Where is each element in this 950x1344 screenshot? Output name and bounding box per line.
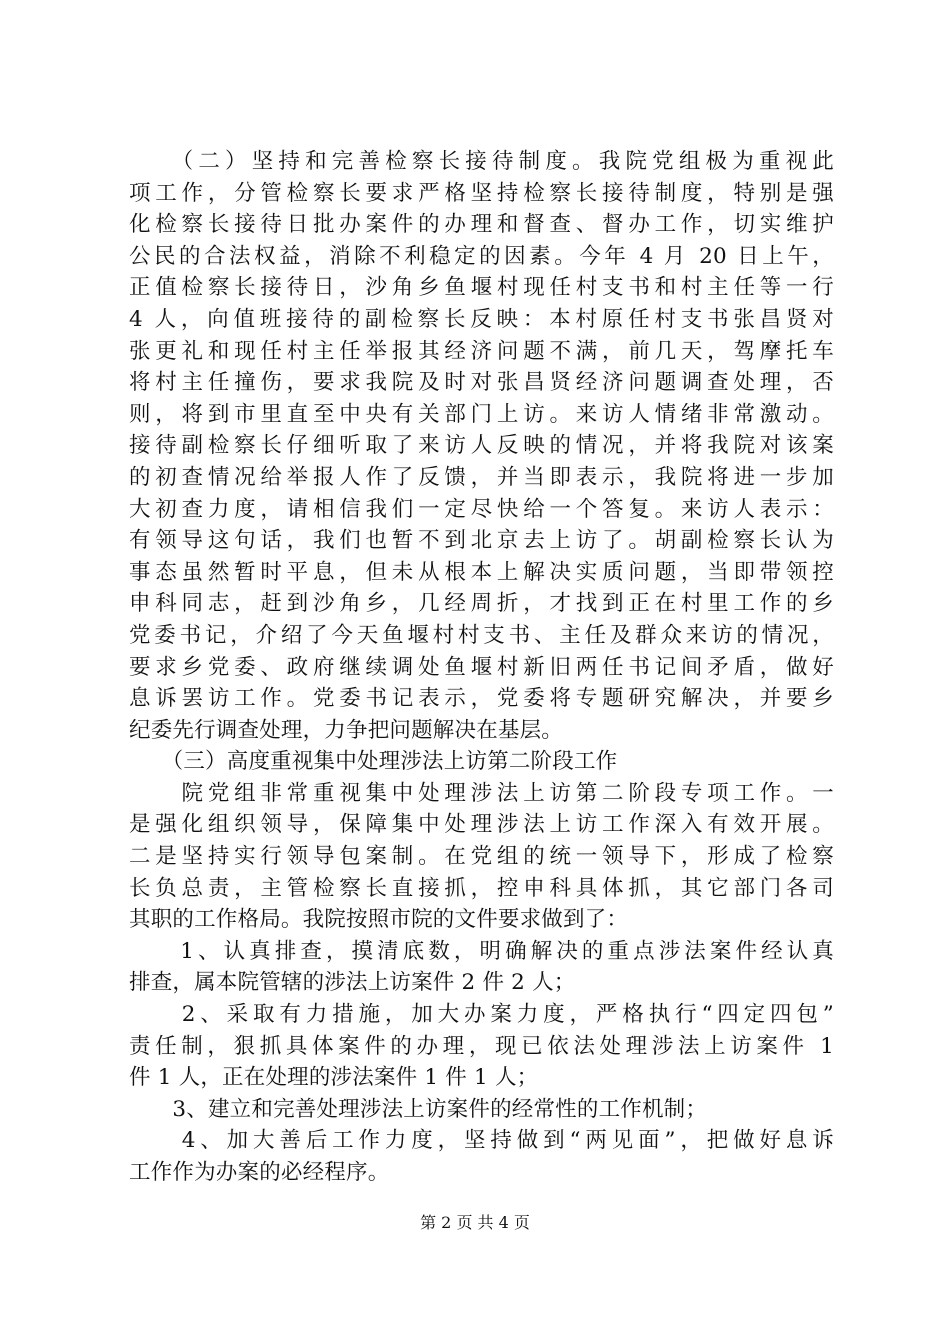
text-line: 要求乡党委、政府继续调处鱼堰村新旧两任书记间矛盾，做好 [129,654,834,680]
text-line: 申科同志，赶到沙角乡，几经周折，才找到正在村里工作的乡 [129,591,834,617]
text-line: 3、建立和完善处理涉法上访案件的经常性的工作机制； [129,1096,708,1122]
text-line: 是强化组织领导，保障集中处理涉法上访工作深入有效开展。 [129,812,834,838]
text-line: 其职的工作格局。我院按照市院的文件要求做到了： [129,907,629,933]
text-line: 4 人，向值班接待的副检察长反映：本村原任村支书张昌贤对 [129,306,834,332]
text-line: 排查，属本院管辖的涉法上访案件 2 件 2 人； [129,970,576,996]
text-line: 二是坚持实行领导包案制。在党组的统一领导下，形成了检察 [129,844,834,870]
text-line: 化检察长接待日批办案件的办理和督查、督办工作，切实维护 [129,212,834,238]
text-line: 正值检察长接待日，沙角乡鱼堰村现任村支书和村主任等一行 [129,275,834,301]
text-line: 纪委先行调查处理，力争把问题解决在基层。 [129,717,564,743]
text-line: 1、认真排查，摸清底数，明确解决的重点涉法案件经认真 [129,938,834,964]
page-footer: 第 2 页 共 4 页 [420,1213,530,1232]
text-line: 事态虽然暂时平息，但未从根本上解决实质问题，当即带领控 [129,559,834,585]
text-line: 将村主任撞伤，要求我院及时对张昌贤经济问题调查处理，否 [129,370,834,396]
text-line: 项工作，分管检察长要求严格坚持检察长接待制度，特别是强 [129,180,834,206]
text-line: 责任制，狠抓具体案件的办理，现已依法处理涉法上访案件 1 [129,1033,834,1059]
document-body [129,146,834,1189]
text-line: 长负总责，主管检察长直接抓，控申科具体抓，其它部门各司 [129,875,834,901]
text-line: 则，将到市里直至中央有关部门上访。来访人情绪非常激动。 [129,401,834,427]
text-line: 有领导这句话，我们也暂不到北京去上访了。胡副检察长认为 [129,528,834,554]
text-line: 接待副检察长仔细听取了来访人反映的情况，并将我院对该案 [129,433,834,459]
text-line: 的初查情况给举报人作了反馈，并当即表示，我院将进一步加 [129,464,834,490]
text-line: （三）高度重视集中处理涉法上访第二阶段工作 [129,749,618,775]
text-line: 息诉罢访工作。党委书记表示，党委将专题研究解决，并要乡 [129,686,834,712]
text-line: 张更礼和现任村主任举报其经济问题不满，前几天，驾摩托车 [129,338,834,364]
text-line: 院党组非常重视集中处理涉法上访第二阶段专项工作。一 [129,780,834,806]
text-line: 大初查力度，请相信我们一定尽快给一个答复。来访人表示： [129,496,834,522]
text-line: 4、加大善后工作力度，坚持做到“两见面”，把做好息诉 [129,1128,834,1154]
text-line: 件 1 人，正在处理的涉法案件 1 件 1 人； [129,1065,539,1091]
text-line: 党委书记，介绍了今天鱼堰村村支书、主任及群众来访的情况， [129,622,834,648]
text-line: （二）坚持和完善检察长接待制度。我院党组极为重视此 [129,149,834,174]
text-line: 公民的合法权益，消除不利稳定的因素。今年 4 月 20 日上午， [129,243,834,269]
text-line: 工作作为办案的必经程序。 [129,1160,390,1185]
text-line: 2、采取有力措施，加大办案力度，严格执行“四定四包” [129,1002,834,1028]
